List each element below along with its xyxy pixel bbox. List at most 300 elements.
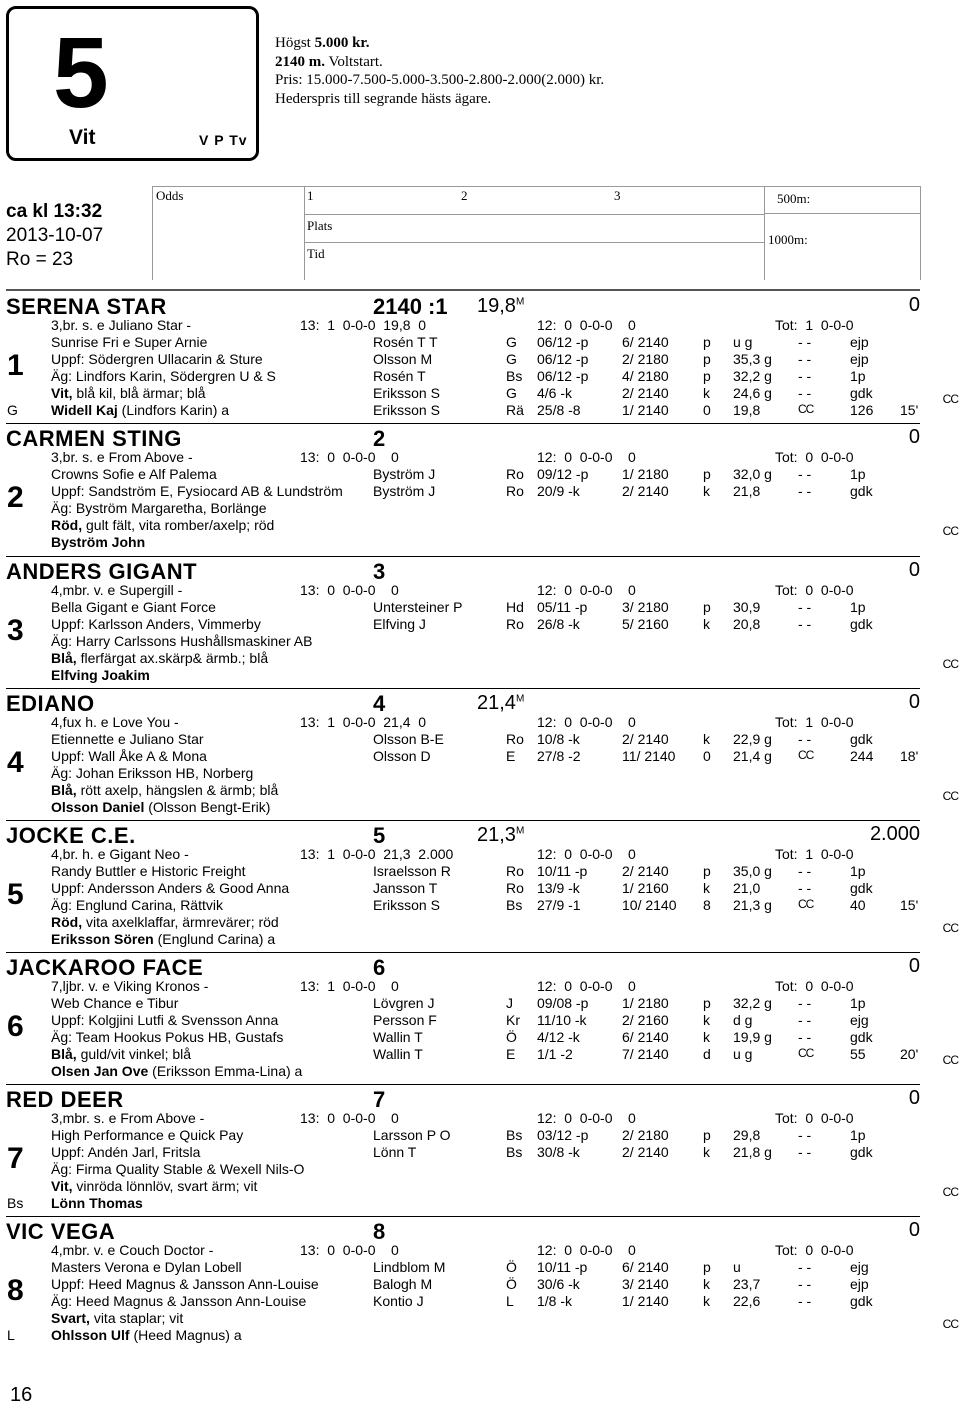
start-date: 03/12 -p xyxy=(537,1127,589,1143)
horse-earnings: 2.000 xyxy=(869,823,920,845)
start-track: L xyxy=(506,1293,514,1309)
start-type: p xyxy=(703,1259,711,1275)
start-time: 21,8 xyxy=(733,483,761,499)
horse-earnings: 0 xyxy=(908,1219,920,1241)
driver-name: Elfving Joakim xyxy=(51,667,150,683)
start-type: 0 xyxy=(703,748,711,764)
start-symbol: - - xyxy=(798,1259,812,1275)
start-symbol: - - xyxy=(798,1127,812,1143)
record-mark: M xyxy=(515,693,525,705)
start-symbol: CC xyxy=(798,402,814,416)
race-date: 2013-10-07 xyxy=(6,225,104,246)
start-driver: Byström J xyxy=(373,483,436,499)
start-placing: 2/ 2140 xyxy=(622,385,669,401)
horse-owner: Äg: Englund Carina, Rättvik xyxy=(51,897,223,913)
start-type: k xyxy=(703,1276,710,1292)
horse-pedigree: Crowns Sofie e Alf Palema xyxy=(51,466,217,482)
start-placing: 2/ 2140 xyxy=(622,483,669,499)
start-track: J xyxy=(506,995,513,1011)
colors-main: Röd, xyxy=(51,914,83,930)
start-driver: Byström J xyxy=(373,466,436,482)
start-driver: Olsson D xyxy=(373,748,431,764)
start-placing: 3/ 2180 xyxy=(622,599,669,615)
race-number-box xyxy=(6,6,259,161)
m1000-label: 1000m: xyxy=(768,232,808,247)
horse-age-sire: 3,br. s. e Juliano Star - xyxy=(51,317,192,333)
start-symbol: - - xyxy=(798,1293,812,1309)
stats-2012: 12: 0 0-0-0 0 xyxy=(537,1110,636,1126)
cc-symbol: CC xyxy=(942,921,958,935)
start-type: p xyxy=(703,863,711,879)
stats-total: Tot: 1 0-0-0 xyxy=(775,846,854,862)
horse-driver xyxy=(51,534,145,550)
start-placing: 10/ 2140 xyxy=(622,897,677,913)
start-symbol: - - xyxy=(798,863,812,879)
horse-colors xyxy=(51,517,274,533)
start-number: 7 xyxy=(373,1087,386,1112)
race-color: Vit xyxy=(69,126,96,149)
horse-name: EDIANO xyxy=(6,691,95,716)
start-date: 10/8 -k xyxy=(537,731,580,747)
start-driver: Rosén T xyxy=(373,368,426,384)
horse-colors xyxy=(51,1046,191,1062)
horse-breeder: Uppf: Wall Åke A & Mona xyxy=(51,748,207,764)
start-number: 4 xyxy=(373,691,386,716)
horse-driver xyxy=(51,931,275,947)
colors-main: Blå, xyxy=(51,650,77,666)
race-condition-line xyxy=(275,53,604,72)
post-position: 5 xyxy=(7,878,24,911)
horse-owner: Äg: Heed Magnus & Jansson Ann-Louise xyxy=(51,1293,307,1309)
page-number: 16 xyxy=(10,1384,33,1406)
start-symbol: - - xyxy=(798,1029,812,1045)
start-symbol: - - xyxy=(798,351,812,367)
stats-total: Tot: 0 0-0-0 xyxy=(775,582,854,598)
horse-pedigree: Sunrise Fri e Super Arnie xyxy=(51,334,208,350)
start-odds: gdk xyxy=(850,616,873,632)
driver-name: Eriksson Sören xyxy=(51,931,154,947)
start-track: Ö xyxy=(506,1276,517,1292)
entry-divider xyxy=(6,423,920,424)
stats-2012: 12: 0 0-0-0 0 xyxy=(537,317,636,333)
entry-divider xyxy=(6,820,920,821)
start-placing: 11/ 2140 xyxy=(622,748,676,764)
start-symbol: CC xyxy=(798,897,814,911)
start-type: k xyxy=(703,483,710,499)
colors-main: Blå, xyxy=(51,782,77,798)
start-time: 35,0 g xyxy=(733,863,772,879)
start-date: 09/08 -p xyxy=(537,995,589,1011)
start-time: 29,8 xyxy=(733,1127,761,1143)
horse-colors xyxy=(51,782,278,798)
horse-driver xyxy=(51,1063,302,1079)
horse-colors xyxy=(51,650,268,666)
start-odds: 55 xyxy=(850,1046,866,1062)
horse-name: VIC VEGA xyxy=(6,1219,116,1244)
stats-2012: 12: 0 0-0-0 0 xyxy=(537,846,636,862)
start-time: d g xyxy=(733,1012,753,1028)
start-time: 30,9 xyxy=(733,599,761,615)
horse-pedigree: Randy Buttler e Historic Freight xyxy=(51,863,246,879)
horse-age-sire: 4,mbr. v. e Supergill - xyxy=(51,582,183,598)
col-1-label: 1 xyxy=(307,188,314,203)
post-position: 3 xyxy=(7,614,24,647)
start-date: 05/11 -p xyxy=(537,599,588,615)
colors-detail: flerfärgat ax.skärp& ärmb.; blå xyxy=(80,650,269,666)
start-odds: gdk xyxy=(850,1293,873,1309)
start-symbol: CC xyxy=(798,748,814,762)
start-odds: 1p xyxy=(850,863,866,879)
start-driver: Lönn T xyxy=(373,1144,417,1160)
record-mark: M xyxy=(515,296,525,308)
colors-main: Blå, xyxy=(51,1046,77,1062)
start-type: k xyxy=(703,1029,710,1045)
start-track: Bs xyxy=(506,368,523,384)
post-position: 2 xyxy=(7,481,24,514)
start-time: 21,3 g xyxy=(733,897,772,913)
horse-driver xyxy=(51,402,229,418)
odds-grid xyxy=(152,186,920,280)
start-driver: Rosén T T xyxy=(373,334,438,350)
horse-entry xyxy=(0,820,960,952)
cc-symbol: CC xyxy=(942,392,958,406)
col-3-label: 3 xyxy=(614,188,621,203)
start-driver: Lövgren J xyxy=(373,995,435,1011)
start-driver: Olsson B-E xyxy=(373,731,444,747)
start-type: k xyxy=(703,1293,710,1309)
start-date: 09/12 -p xyxy=(537,466,589,482)
start-track: Ö xyxy=(506,1259,517,1275)
start-driver: Olsson M xyxy=(373,351,433,367)
start-symbol: - - xyxy=(798,731,812,747)
record-value: 21,3 xyxy=(477,824,516,846)
grid-line xyxy=(304,242,764,243)
start-time: 32,0 g xyxy=(733,466,772,482)
race-condition-line xyxy=(275,34,604,53)
horse-colors xyxy=(51,1310,183,1326)
start-date: 1/8 -k xyxy=(537,1293,573,1309)
start-track: G xyxy=(506,385,517,401)
grid-line xyxy=(764,213,920,214)
horse-age-sire: 4,mbr. v. e Couch Doctor - xyxy=(51,1242,214,1258)
start-number: 5 xyxy=(373,823,386,848)
cc-symbol: CC xyxy=(942,1185,958,1199)
horse-breeder: Uppf: Heed Magnus & Jansson Ann-Louise xyxy=(51,1276,319,1292)
horse-pedigree: Web Chance e Tibur xyxy=(51,995,179,1011)
start-date: 06/12 -p xyxy=(537,351,589,367)
start-odds: 126 xyxy=(850,402,874,418)
tid-label: Tid xyxy=(307,246,325,261)
start-symbol: - - xyxy=(798,368,812,384)
start-driver: Israelsson R xyxy=(373,863,451,879)
start-time: 24,6 g xyxy=(733,385,772,401)
grid-line xyxy=(920,186,921,280)
start-time: 22,6 xyxy=(733,1293,761,1309)
start-driver: Larsson P O xyxy=(373,1127,451,1143)
start-date: 06/12 -p xyxy=(537,334,589,350)
start-type: k xyxy=(703,385,710,401)
race-condition-line: Pris: 15.000-7.500-5.000-3.500-2.800-2.000(2.000) kr. xyxy=(275,72,605,88)
driver-trainer: (Heed Magnus) a xyxy=(133,1327,242,1343)
start-odds: gdk xyxy=(850,385,873,401)
stats-2013: 13: 1 0-0-0 19,8 0 xyxy=(300,317,427,333)
horse-entry xyxy=(0,1216,960,1348)
plats-label: Plats xyxy=(307,218,333,233)
start-date: 25/8 -8 xyxy=(537,402,581,418)
post-position: 1 xyxy=(7,349,24,382)
start-date: 30/8 -k xyxy=(537,1144,580,1160)
horse-pedigree: Bella Gigant e Giant Force xyxy=(51,599,216,615)
stats-2013: 13: 0 0-0-0 0 xyxy=(300,1242,399,1258)
post-position: 4 xyxy=(7,746,24,779)
horse-age-sire: 3,mbr. s. e From Above - xyxy=(51,1110,205,1126)
start-placing: 1/ 2140 xyxy=(622,1293,669,1309)
colors-main: Vit, xyxy=(51,1178,73,1194)
stats-2013: 13: 1 0-0-0 21,4 0 xyxy=(300,714,427,730)
stats-2013: 13: 0 0-0-0 0 xyxy=(300,582,399,598)
horse-driver xyxy=(51,667,150,683)
start-driver: Eriksson S xyxy=(373,897,440,913)
start-date: 30/6 -k xyxy=(537,1276,580,1292)
start-odds: gdk xyxy=(850,880,873,896)
start-date: 26/8 -k xyxy=(537,616,580,632)
start-time: u xyxy=(733,1259,741,1275)
horse-name: JACKAROO FACE xyxy=(6,955,204,980)
col-2-label: 2 xyxy=(461,188,468,203)
stats-total: Tot: 1 0-0-0 xyxy=(775,714,854,730)
horse-earnings: 0 xyxy=(908,559,920,581)
colors-detail: vita staplar; vit xyxy=(93,1310,184,1326)
start-odds: ejp xyxy=(850,334,869,350)
start-date: 4/12 -k xyxy=(537,1029,580,1045)
race-condition-line: Hederspris till segrande hästs ägare. xyxy=(275,90,492,107)
stats-2013: 13: 1 0-0-0 21,3 2.000 xyxy=(300,846,454,862)
start-symbol: CC xyxy=(798,1046,814,1060)
horse-earnings: 0 xyxy=(908,294,920,316)
record-value: 19,8 xyxy=(477,295,516,317)
colors-main: Svart, xyxy=(51,1310,90,1326)
stats-2013: 13: 0 0-0-0 0 xyxy=(300,449,399,465)
start-odds: gdk xyxy=(850,1144,873,1160)
driver-name: Byström John xyxy=(51,534,146,550)
horse-entry xyxy=(0,1084,960,1216)
horse-name: ANDERS GIGANT xyxy=(6,559,198,584)
horse-name: SERENA STAR xyxy=(6,294,167,319)
start-placing: 3/ 2140 xyxy=(622,1276,669,1292)
record-mark: M xyxy=(515,825,525,837)
start-prize: 15' xyxy=(900,402,919,418)
post-position: 8 xyxy=(7,1274,24,1307)
horse-breeder: Uppf: Andersson Anders & Good Anna xyxy=(51,880,290,896)
grid-line xyxy=(152,186,920,187)
start-placing: 2/ 2140 xyxy=(622,731,669,747)
record-value: 21,4 xyxy=(477,692,516,714)
start-placing: 1/ 2160 xyxy=(622,880,669,896)
shoe-code: Bs xyxy=(7,1195,24,1211)
grid-line xyxy=(764,186,765,280)
start-date: 4/6 -k xyxy=(537,385,573,401)
start-type: p xyxy=(703,599,711,615)
stats-total: Tot: 0 0-0-0 xyxy=(775,1242,854,1258)
stats-2012: 12: 0 0-0-0 0 xyxy=(537,1242,636,1258)
horse-owner: Äg: Harry Carlssons Hushållsmaskiner AB xyxy=(51,633,313,649)
entry-divider xyxy=(6,688,920,689)
start-date: 10/11 -p xyxy=(537,1259,588,1275)
start-track: Ro xyxy=(506,863,524,879)
horse-pedigree: Masters Verona e Dylan Lobell xyxy=(51,1259,242,1275)
start-placing: 2/ 2180 xyxy=(622,1127,669,1143)
start-symbol: - - xyxy=(798,483,812,499)
post-position: 6 xyxy=(7,1010,24,1043)
cc-symbol: CC xyxy=(942,524,958,538)
stats-total: Tot: 0 0-0-0 xyxy=(775,1110,854,1126)
start-track: Kr xyxy=(506,1012,520,1028)
start-symbol: - - xyxy=(798,880,812,896)
start-prize: 15' xyxy=(900,897,919,913)
odds-label: Odds xyxy=(156,188,184,203)
start-driver: Eriksson S xyxy=(373,385,440,401)
start-odds: 1p xyxy=(850,599,866,615)
start-driver: Wallin T xyxy=(373,1046,423,1062)
horse-driver xyxy=(51,1195,143,1211)
stats-total: Tot: 0 0-0-0 xyxy=(775,978,854,994)
colors-main: Vit, xyxy=(51,385,73,401)
start-odds: 1p xyxy=(850,368,866,384)
start-track: G xyxy=(506,351,517,367)
horse-colors xyxy=(51,1178,257,1194)
start-time: 22,9 g xyxy=(733,731,772,747)
start-track: Ö xyxy=(506,1029,517,1045)
start-number: 2 xyxy=(373,426,386,451)
start-type: 0 xyxy=(703,402,711,418)
horse-name: RED DEER xyxy=(6,1087,124,1112)
horse-breeder: Uppf: Sandström E, Fysiocard AB & Lundström xyxy=(51,483,343,499)
entry-divider xyxy=(6,556,920,557)
start-symbol: - - xyxy=(798,995,812,1011)
start-time: 21,8 g xyxy=(733,1144,772,1160)
start-time: 19,8 xyxy=(733,402,761,418)
start-track: Bs xyxy=(506,1127,523,1143)
race-conditions xyxy=(275,34,604,108)
race-games: V P Tv xyxy=(199,132,248,148)
start-time: u g xyxy=(733,334,753,350)
start-symbol: - - xyxy=(798,616,812,632)
horse-colors xyxy=(51,385,206,401)
start-date: 1/1 -2 xyxy=(537,1046,573,1062)
start-track: Ro xyxy=(506,466,524,482)
start-prize: 20' xyxy=(900,1046,919,1062)
colors-detail: vinröda lönnlöv, svart ärm; vit xyxy=(76,1178,258,1194)
start-symbol: - - xyxy=(798,1144,812,1160)
start-symbol: - - xyxy=(798,334,812,350)
horse-breeder: Uppf: Södergren Ullacarin & Sture xyxy=(51,351,263,367)
start-number: 3 xyxy=(373,559,386,584)
start-track: Ro xyxy=(506,483,524,499)
horse-breeder: Uppf: Kolgjini Lutfi & Svensson Anna xyxy=(51,1012,279,1028)
shoe-code: G xyxy=(7,402,18,418)
colors-detail: guld/vit vinkel; blå xyxy=(80,1046,192,1062)
horse-record xyxy=(477,295,524,318)
horse-earnings: 0 xyxy=(908,691,920,713)
start-number: 8 xyxy=(373,1219,386,1244)
start-symbol: - - xyxy=(798,466,812,482)
start-driver: Balogh M xyxy=(373,1276,433,1292)
stats-total: Tot: 1 0-0-0 xyxy=(775,317,854,333)
cc-symbol: CC xyxy=(942,789,958,803)
horse-entry xyxy=(0,291,960,423)
grid-line xyxy=(304,186,305,280)
start-placing: 7/ 2140 xyxy=(622,1046,669,1062)
horse-driver xyxy=(51,1327,242,1343)
start-type: p xyxy=(703,351,711,367)
start-placing: 1/ 2140 xyxy=(622,402,669,418)
start-number: 6 xyxy=(373,955,386,980)
start-number: 2140 :1 xyxy=(373,294,448,319)
start-track: Ro xyxy=(506,731,524,747)
stats-2013: 13: 1 0-0-0 0 xyxy=(300,978,399,994)
start-placing: 5/ 2160 xyxy=(622,616,669,632)
horse-age-sire: 4,br. h. e Gigant Neo - xyxy=(51,846,189,862)
driver-trainer: (Olsson Bengt-Erik) xyxy=(148,799,271,815)
stats-2012: 12: 0 0-0-0 0 xyxy=(537,582,636,598)
start-odds: 1p xyxy=(850,466,866,482)
start-time: 35,3 g xyxy=(733,351,772,367)
colors-detail: vita axelklaffar, ärmrevärer; röd xyxy=(86,914,279,930)
start-track: E xyxy=(506,748,516,764)
driver-name: Olsson Daniel xyxy=(51,799,145,815)
start-prize: 18' xyxy=(900,748,919,764)
entry-divider xyxy=(6,1216,920,1217)
start-type: p xyxy=(703,368,711,384)
race-time: ca kl 13:32 xyxy=(6,201,103,222)
driver-name: Ohlsson Ulf xyxy=(51,1327,130,1343)
horse-breeder: Uppf: Andén Jarl, Fritsla xyxy=(51,1144,201,1160)
cc-symbol: CC xyxy=(942,1053,958,1067)
cc-symbol: CC xyxy=(942,657,958,671)
start-driver: Jansson T xyxy=(373,880,438,896)
horse-owner: Äg: Firma Quality Stable & Wexell Nils-O xyxy=(51,1161,305,1177)
stats-2012: 12: 0 0-0-0 0 xyxy=(537,978,636,994)
horse-earnings: 0 xyxy=(908,1087,920,1109)
start-placing: 2/ 2160 xyxy=(622,1012,669,1028)
grid-line xyxy=(304,214,764,215)
start-time: 32,2 g xyxy=(733,368,772,384)
start-driver: Eriksson S xyxy=(373,402,440,418)
start-type: 8 xyxy=(703,897,711,913)
start-odds: ejg xyxy=(850,1259,869,1275)
start-date: 11/10 -k xyxy=(537,1012,587,1028)
post-position: 7 xyxy=(7,1142,24,1175)
m500-label: 500m: xyxy=(777,191,811,206)
driver-name: Widell Kaj xyxy=(51,402,118,418)
start-odds: gdk xyxy=(850,1029,873,1045)
driver-trainer: (Lindfors Karin) a xyxy=(121,402,230,418)
horse-owner: Äg: Team Hookus Pokus HB, Gustafs xyxy=(51,1029,284,1045)
start-driver: Untersteiner P xyxy=(373,599,463,615)
start-date: 10/11 -p xyxy=(537,863,588,879)
horse-age-sire: 7,ljbr. v. e Viking Kronos - xyxy=(51,978,209,994)
start-placing: 6/ 2140 xyxy=(622,1259,669,1275)
start-driver: Wallin T xyxy=(373,1029,423,1045)
start-type: k xyxy=(703,880,710,896)
race-condition-text: Högst 5.000 kr. xyxy=(275,35,370,51)
start-driver: Elfving J xyxy=(373,616,426,632)
start-placing: 1/ 2180 xyxy=(622,995,669,1011)
start-driver: Lindblom M xyxy=(373,1259,446,1275)
horse-earnings: 0 xyxy=(908,426,920,448)
horse-owner: Äg: Byström Margaretha, Borlänge xyxy=(51,500,267,516)
start-type: d xyxy=(703,1046,711,1062)
